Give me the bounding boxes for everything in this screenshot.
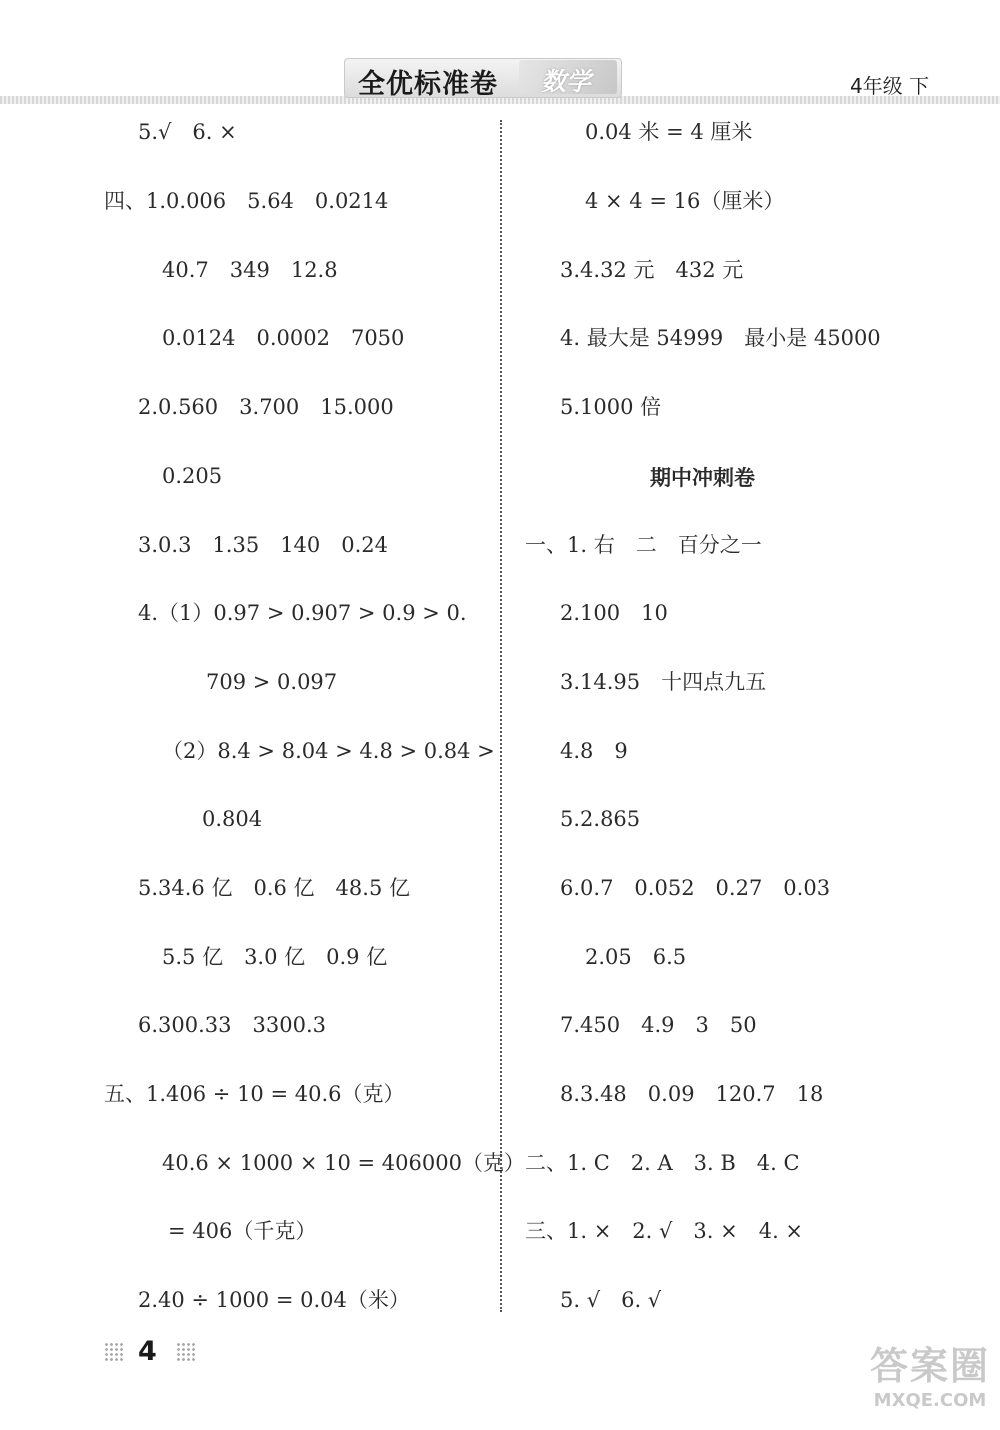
answer-line: 二、1. C 2. A 3. B 4. C: [525, 1151, 800, 1175]
answer-line: 3.4.32 元 432 元: [560, 258, 744, 282]
answer-line: 5.1000 倍: [560, 395, 662, 419]
answer-line: 2.0.560 3.700 15.000: [138, 395, 394, 419]
answer-line: 5.34.6 亿 0.6 亿 48.5 亿: [138, 876, 410, 900]
subject-label: 数学: [541, 67, 592, 96]
answer-line: 4.（1）0.97 > 0.907 > 0.9 > 0.: [138, 601, 467, 625]
watermark-logo-text: 答案圈: [870, 1344, 991, 1388]
answer-line: 3.14.95 十四点九五: [560, 670, 767, 694]
answer-line: 5.2.865: [560, 807, 641, 831]
grade-label: 4年级 下: [850, 74, 930, 98]
answer-line: = 406（千克）: [168, 1219, 317, 1243]
section-title: 期中冲刺卷: [650, 466, 755, 490]
footer-dots-left-icon: [104, 1342, 124, 1362]
answer-line: 一、1. 右 二 百分之一: [525, 533, 762, 557]
answer-line: 2.40 ÷ 1000 = 0.04（米）: [138, 1288, 410, 1312]
answer-line: 3.0.3 1.35 140 0.24: [138, 533, 389, 557]
answer-line: 709 > 0.097: [206, 670, 338, 694]
book-title: 全优标准卷: [358, 69, 498, 100]
answer-line: 6.0.7 0.052 0.27 0.03: [560, 876, 831, 900]
page-number: 4: [138, 1336, 157, 1367]
answer-line: 2.05 6.5: [585, 945, 687, 969]
answer-line: 40.6 × 1000 × 10 = 406000（克）: [162, 1151, 525, 1175]
answer-line: 0.804: [202, 807, 263, 831]
answer-line: 0.0124 0.0002 7050: [162, 326, 405, 350]
answer-line: 7.450 4.9 3 50: [560, 1013, 757, 1037]
answer-line: 4. 最大是 54999 最小是 45000: [560, 326, 881, 350]
answer-line: 5.√ 6. ×: [138, 120, 237, 144]
answer-line: 2.100 10: [560, 601, 668, 625]
footer-dots-right-icon: [176, 1342, 196, 1362]
answer-line: 4.8 9: [560, 739, 628, 763]
answer-line: 五、1.406 ÷ 10 = 40.6（克）: [104, 1082, 405, 1106]
watermark: [870, 1335, 990, 1420]
answer-line: （2）8.4 > 8.04 > 4.8 > 0.84 >: [162, 739, 495, 763]
answer-line: 四、1.0.006 5.64 0.0214: [104, 189, 389, 213]
answer-line: 8.3.48 0.09 120.7 18: [560, 1082, 824, 1106]
answer-line: 0.04 米 = 4 厘米: [585, 120, 753, 144]
answer-line: 三、1. × 2. √ 3. × 4. ×: [525, 1219, 804, 1243]
watermark-site-text: MXQE.COM: [873, 1390, 987, 1411]
answer-line: 0.205: [162, 464, 223, 488]
column-divider: [500, 120, 502, 1312]
answer-line: 5. √ 6. √: [560, 1288, 662, 1312]
answer-line: 5.5 亿 3.0 亿 0.9 亿: [162, 945, 388, 969]
answer-line: 6.300.33 3300.3: [138, 1013, 326, 1037]
answer-line: 4 × 4 = 16（厘米）: [585, 189, 785, 213]
answer-line: 40.7 349 12.8: [162, 258, 338, 282]
